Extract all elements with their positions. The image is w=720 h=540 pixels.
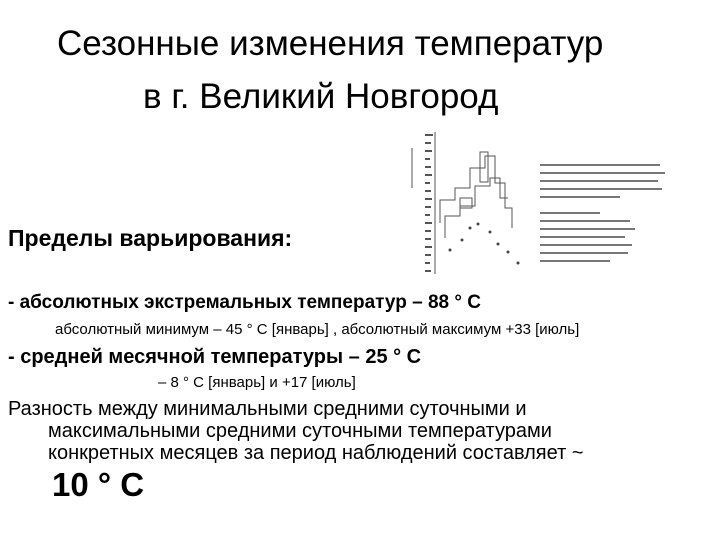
temperature-chart-icon [400,128,680,276]
difference-paragraph [8,398,713,464]
difference-line-1: Разность между минимальными средними суточными и [8,398,527,420]
absolute-extremes-line: - абсолютных экстремальных температур – 88 ° С [8,292,481,313]
slide-title-line-1: Сезонные изменения температур [57,24,604,63]
difference-line-3: конкретных месяцев за период наблюдений составляет ~ [48,442,584,464]
limits-heading: Пределы варьирования: [8,225,293,251]
monthly-mean-note: – 8 ° С [январь] и +17 [июль] [158,374,356,391]
difference-value: 10 ° С [52,466,145,503]
absolute-extremes-note: абсолютный минимум – 45 ° С [январь] , абсолютный максимум +33 [июль] [55,321,580,338]
monthly-mean-line: - средней месячной температуры – 25 ° С [8,346,422,368]
temperature-chart-figure [400,128,680,276]
difference-line-2: максимальными средними суточными температурами [48,420,552,442]
slide-title-line-2: в г. Великий Новгород [143,77,499,116]
